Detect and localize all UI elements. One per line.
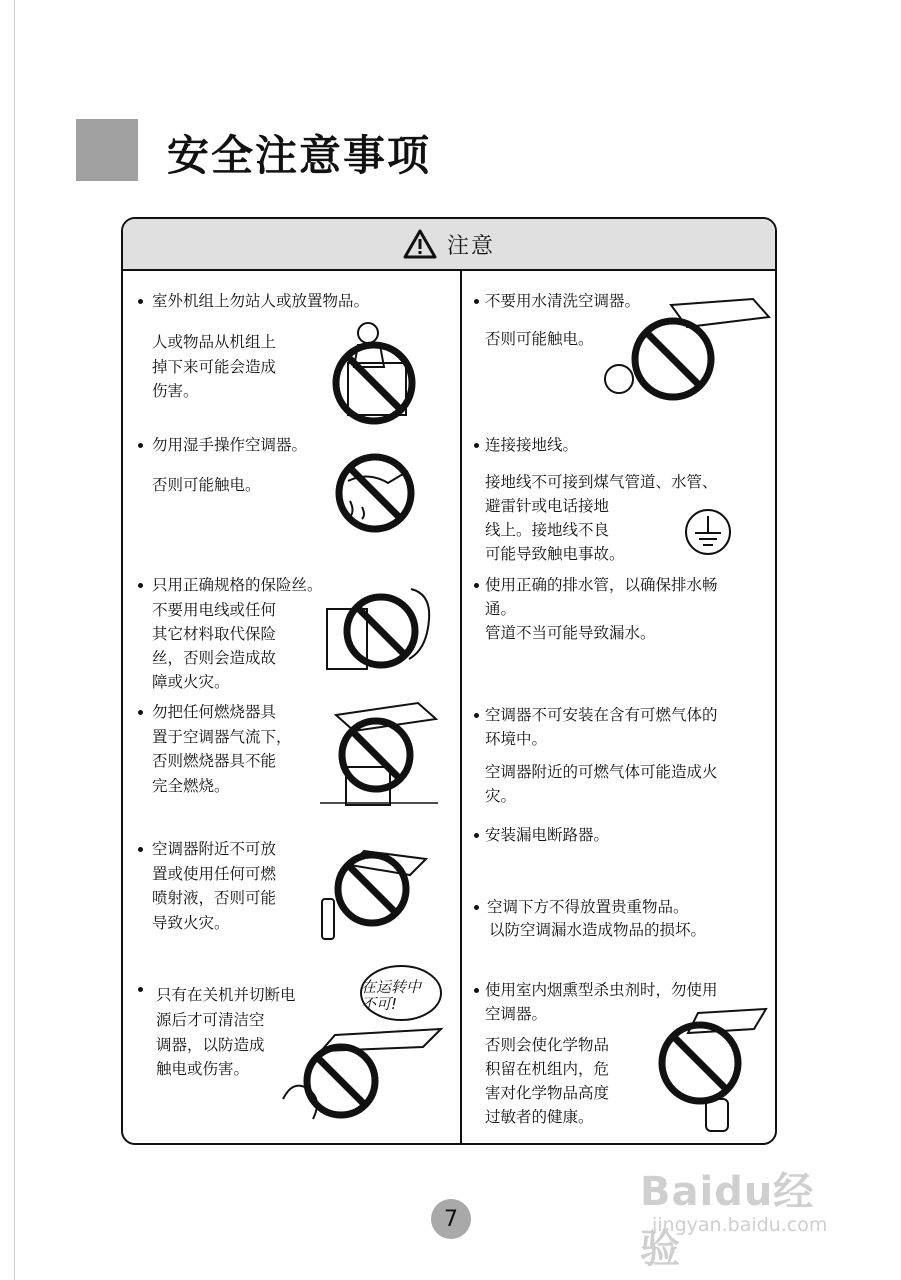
page-edge-rule bbox=[14, 0, 15, 1280]
left-item-3-line-1: 不要用电线或任何 bbox=[152, 601, 277, 619]
right-item-3-line-1: 通。 bbox=[485, 600, 517, 618]
bullet-dot bbox=[138, 710, 143, 715]
left-item-6-line-3: 调器，以防造成 bbox=[156, 1036, 265, 1054]
right-item-5-title: 安装漏电断路器。 bbox=[485, 826, 610, 844]
left-item-4-line-3: 否则燃烧器具不能 bbox=[152, 752, 277, 770]
right-item-6-title: 空调下方不得放置贵重物品。 bbox=[487, 898, 689, 916]
right-item-7-title: 使用室内烟熏型杀虫剂时，勿使用 bbox=[485, 981, 718, 999]
bullet-dot bbox=[474, 443, 479, 448]
bullet-dot bbox=[138, 847, 143, 852]
bullet-dot bbox=[138, 443, 143, 448]
left-item-3-line-4: 障或火灾。 bbox=[152, 673, 230, 691]
right-item-3-title: 使用正确的排水管，以确保排水畅 bbox=[485, 576, 718, 594]
right-item-2-line-3: 线上。接地线不良 bbox=[485, 521, 610, 539]
right-item-7-line-3: 积留在机组内，危 bbox=[485, 1060, 610, 1078]
right-item-4-line-2: 空调器附近的可燃气体可能造成火 bbox=[485, 763, 718, 781]
right-item-1-title: 不要用水清洗空调器。 bbox=[485, 292, 641, 310]
left-item-2-line-1: 否则可能触电。 bbox=[152, 476, 261, 494]
left-item-4-line-1: 勿把任何燃烧器具 bbox=[152, 703, 277, 721]
right-item-7-line-2: 否则会使化学物品 bbox=[485, 1036, 610, 1054]
bullet-dot bbox=[474, 713, 479, 718]
left-item-5-line-2: 置或使用任何可燃 bbox=[152, 865, 277, 883]
bullet-dot bbox=[474, 833, 479, 838]
speech-bubble-text: 在运转中不可! bbox=[361, 978, 422, 1013]
title-marker-block bbox=[76, 119, 138, 181]
right-item-4-line-3: 灾。 bbox=[485, 787, 517, 805]
right-item-7-line-1: 空调器。 bbox=[485, 1005, 548, 1023]
left-item-2-title: 勿用湿手操作空调器。 bbox=[152, 436, 308, 454]
ground-symbol-icon bbox=[683, 507, 733, 557]
no-wet-hands-illustration bbox=[328, 451, 423, 537]
page-title: 安全注意事项 bbox=[167, 131, 432, 180]
left-item-3-title: 只用正确规格的保险丝。 bbox=[152, 576, 323, 594]
left-item-5-line-3: 喷射液，否则可能 bbox=[152, 889, 277, 907]
no-heater-under-airflow-illustration bbox=[318, 697, 443, 812]
no-insecticide-fumigation-illustration bbox=[648, 999, 777, 1139]
no-wrong-fuse-illustration bbox=[321, 579, 441, 684]
right-item-2-line-4: 可能导致触电事故。 bbox=[485, 545, 625, 563]
watermark-logo: Baidu经验 bbox=[640, 1169, 815, 1272]
watermark bbox=[640, 1148, 850, 1272]
no-standing-on-unit-illustration bbox=[328, 315, 418, 427]
left-item-3-line-2: 其它材料取代保险 bbox=[152, 625, 277, 643]
right-item-3-line-2: 管道不当可能导致漏水。 bbox=[485, 624, 656, 642]
bullet-dot bbox=[474, 299, 479, 304]
caution-header-label: 注意 bbox=[446, 233, 495, 259]
page-number: 7 bbox=[444, 1206, 458, 1232]
no-flammable-spray-illustration bbox=[318, 839, 438, 944]
right-item-7-line-5: 过敏者的健康。 bbox=[485, 1108, 594, 1126]
warning-triangle-icon bbox=[403, 229, 437, 259]
right-item-1-line-1: 否则可能触电。 bbox=[485, 330, 594, 348]
bullet-dot bbox=[474, 905, 479, 910]
no-water-washing-illustration bbox=[593, 287, 773, 427]
right-item-6-line-1: 以防空调漏水造成物品的损坏。 bbox=[489, 921, 707, 939]
right-item-2-title: 连接接地线。 bbox=[485, 436, 579, 454]
right-item-7-line-4: 害对化学物品高度 bbox=[485, 1084, 610, 1102]
bullet-dot bbox=[138, 299, 143, 304]
left-item-4-line-2: 置于空调器气流下， bbox=[152, 728, 292, 746]
left-item-5-line-1: 空调器附近不可放 bbox=[152, 840, 277, 858]
bullet-dot bbox=[138, 583, 143, 588]
right-item-4-line-1: 环境中。 bbox=[485, 730, 548, 748]
left-item-1-title: 室外机组上勿站人或放置物品。 bbox=[152, 292, 370, 310]
left-item-1-line-3: 伤害。 bbox=[152, 382, 199, 400]
right-item-4-title: 空调器不可安装在含有可燃气体的 bbox=[485, 706, 718, 724]
left-item-4-line-4: 完全燃烧。 bbox=[152, 777, 230, 795]
caution-header bbox=[123, 219, 775, 271]
left-item-1-line-1: 人或物品从机组上 bbox=[152, 333, 277, 351]
left-item-6-line-1: 只有在关机并切断电 bbox=[156, 986, 296, 1004]
left-item-6-line-4: 触电或伤害。 bbox=[156, 1060, 250, 1078]
caution-panel bbox=[121, 217, 777, 1145]
left-item-1-line-2: 掉下来可能会造成 bbox=[152, 358, 277, 376]
bullet-dot bbox=[138, 987, 143, 992]
no-cleaning-while-running-illustration bbox=[273, 1019, 448, 1134]
page-number-badge bbox=[431, 1199, 471, 1239]
left-item-5-line-4: 导致火灾。 bbox=[152, 914, 230, 932]
column-divider bbox=[460, 269, 462, 1145]
watermark-url: jingyan.baidu.com bbox=[652, 1214, 828, 1236]
left-item-3-line-3: 丝，否则会造成故 bbox=[152, 649, 277, 667]
bullet-dot bbox=[474, 583, 479, 588]
right-item-2-line-2: 避雷针或电话接地 bbox=[485, 497, 610, 515]
right-item-2-line-1: 接地线不可接到煤气管道、水管、 bbox=[485, 473, 718, 491]
left-item-6-line-2: 源后才可清洁空 bbox=[156, 1011, 265, 1029]
bullet-dot bbox=[474, 988, 479, 993]
